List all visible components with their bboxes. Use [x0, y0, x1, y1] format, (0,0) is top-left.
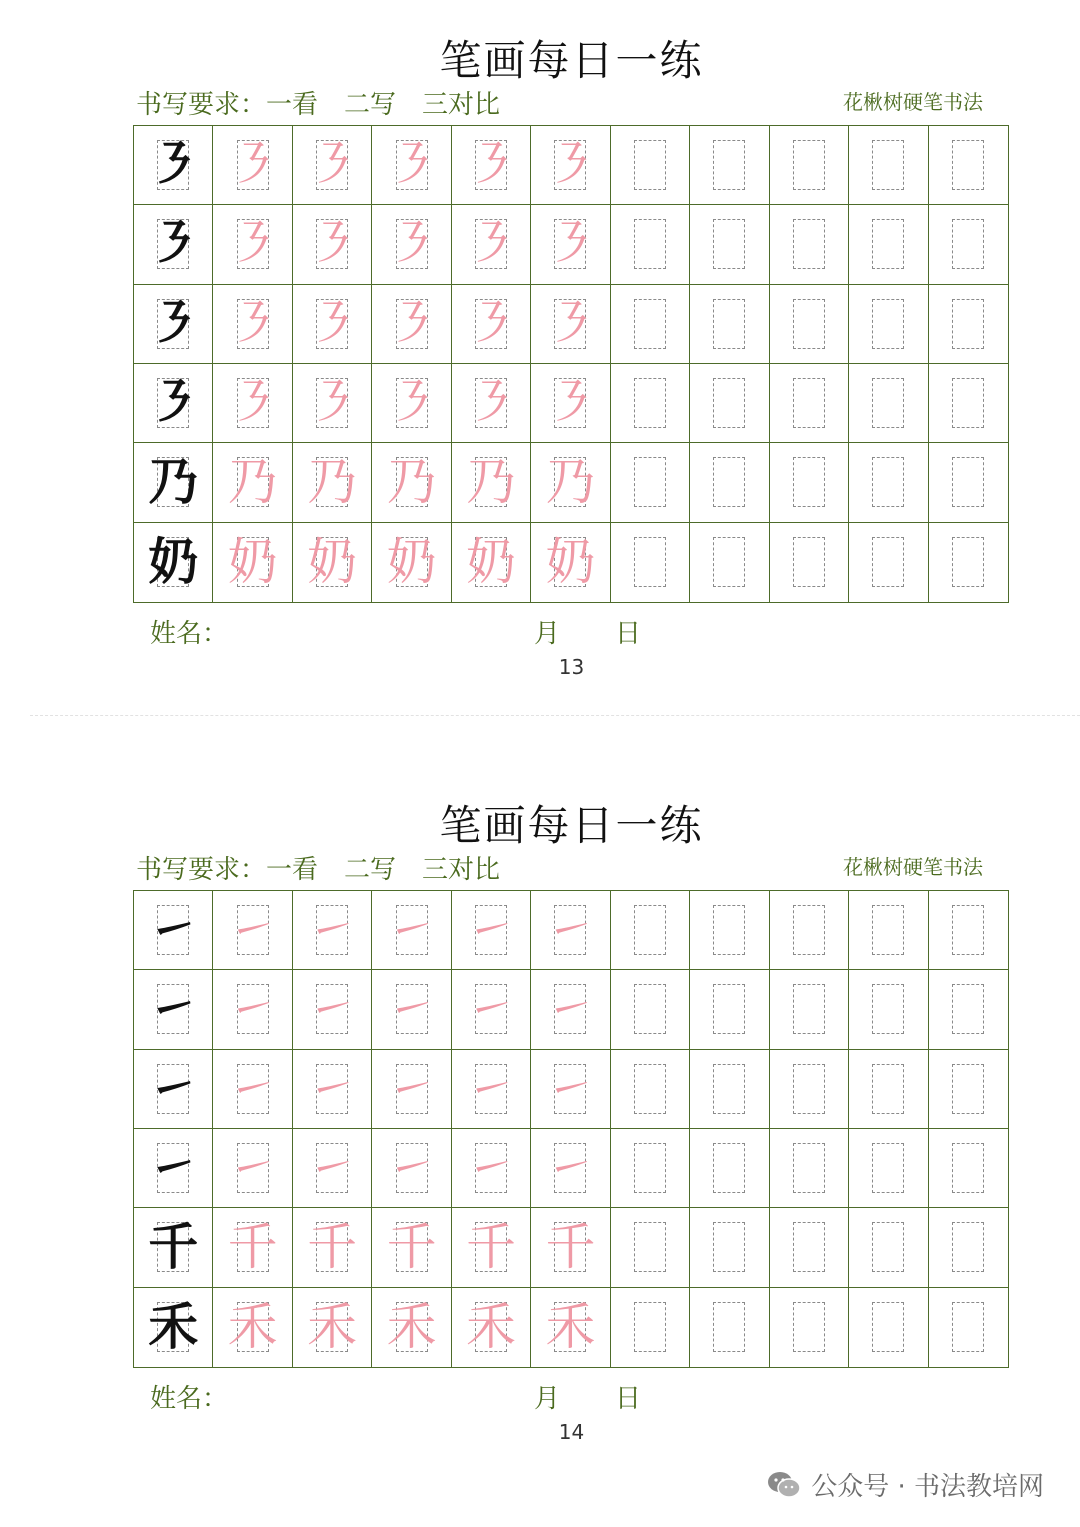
practice-cell	[293, 523, 372, 602]
practice-cell	[531, 891, 610, 970]
practice-cell	[531, 1129, 610, 1208]
dashed-guide-box	[713, 1064, 745, 1114]
practice-cell	[690, 126, 769, 205]
practice-cell	[134, 1050, 213, 1129]
dashed-guide-box	[634, 219, 666, 269]
practice-cell	[372, 126, 451, 205]
practice-cell	[611, 891, 690, 970]
dashed-guide-box	[952, 299, 984, 349]
dashed-guide-box	[793, 457, 825, 507]
trace-character: 奶	[466, 533, 517, 592]
trace-character: 千	[307, 1218, 358, 1277]
dashed-guide-box	[634, 537, 666, 587]
practice-cell	[213, 443, 292, 522]
practice-cell	[531, 443, 610, 522]
name-label: 姓名：	[150, 1384, 229, 1414]
dashed-guide-box	[793, 299, 825, 349]
dashed-guide-box	[952, 378, 984, 428]
practice-cell	[690, 1050, 769, 1129]
dashed-guide-box	[793, 1064, 825, 1114]
dashed-guide-box	[952, 905, 984, 955]
practice-cell	[293, 1288, 372, 1367]
practice-cell	[452, 364, 531, 443]
trace-character: 千	[227, 1218, 278, 1277]
trace-character: ㇋	[545, 294, 596, 353]
month-label: 月	[534, 619, 561, 649]
practice-cell	[929, 1288, 1008, 1367]
dashed-guide-box	[872, 905, 904, 955]
trace-character: ㇋	[545, 136, 596, 195]
practice-cell	[770, 443, 849, 522]
model-character: 奶	[148, 532, 199, 592]
trace-character: ㇀	[307, 1059, 358, 1118]
practice-cell	[849, 443, 928, 522]
practice-cell	[293, 443, 372, 522]
dashed-guide-box	[713, 905, 745, 955]
practice-cell	[611, 1050, 690, 1129]
dashed-guide-box	[634, 140, 666, 190]
practice-cell	[770, 891, 849, 970]
practice-cell	[452, 205, 531, 284]
trace-character: 乃	[466, 453, 517, 512]
practice-cell	[372, 523, 451, 602]
practice-cell	[293, 126, 372, 205]
trace-character: ㇀	[466, 901, 517, 960]
trace-character: ㇀	[545, 901, 596, 960]
practice-cell	[531, 523, 610, 602]
practice-cell	[611, 1129, 690, 1208]
trace-character: 禾	[386, 1298, 437, 1357]
trace-character: 乃	[386, 453, 437, 512]
dashed-guide-box	[793, 378, 825, 428]
practice-cell	[293, 891, 372, 970]
trace-character: ㇀	[307, 901, 358, 960]
practice-cell	[611, 1288, 690, 1367]
trace-character: 禾	[227, 1298, 278, 1357]
trace-character: ㇀	[386, 1139, 437, 1198]
watermark	[767, 1466, 1044, 1503]
trace-character: ㇋	[307, 294, 358, 353]
practice-cell	[452, 443, 531, 522]
dashed-guide-box	[793, 905, 825, 955]
dashed-guide-box	[713, 1222, 745, 1272]
trace-character: 千	[545, 1218, 596, 1277]
dashed-guide-box	[634, 299, 666, 349]
dashed-guide-box	[634, 1064, 666, 1114]
model-character: ㇋	[148, 135, 199, 195]
dashed-guide-box	[634, 457, 666, 507]
trace-character: ㇀	[307, 1139, 358, 1198]
practice-cell	[849, 364, 928, 443]
practice-cell	[293, 285, 372, 364]
practice-cell	[849, 523, 928, 602]
practice-cell	[690, 205, 769, 284]
trace-character: ㇋	[227, 215, 278, 274]
dashed-guide-box	[713, 299, 745, 349]
trace-character: 千	[466, 1218, 517, 1277]
practice-cell	[213, 1208, 292, 1287]
practice-cell	[213, 1129, 292, 1208]
practice-cell	[690, 970, 769, 1049]
dashed-guide-box	[952, 537, 984, 587]
dashed-guide-box	[872, 984, 904, 1034]
practice-cell	[929, 126, 1008, 205]
practice-cell	[213, 523, 292, 602]
dashed-guide-box	[713, 457, 745, 507]
dashed-guide-box	[872, 299, 904, 349]
practice-cell	[134, 364, 213, 443]
practice-cell	[213, 970, 292, 1049]
trace-character: 乃	[307, 453, 358, 512]
practice-cell	[293, 205, 372, 284]
dashed-guide-box	[634, 1302, 666, 1352]
practice-cell	[452, 1050, 531, 1129]
practice-cell	[849, 891, 928, 970]
practice-cell	[929, 1129, 1008, 1208]
practice-cell	[770, 1208, 849, 1287]
page-number: 13	[558, 655, 585, 679]
practice-cell	[372, 205, 451, 284]
trace-character: ㇋	[466, 136, 517, 195]
practice-cell	[690, 443, 769, 522]
dashed-guide-box	[713, 378, 745, 428]
practice-cell	[213, 285, 292, 364]
practice-cell	[929, 285, 1008, 364]
practice-cell	[849, 1208, 928, 1287]
dashed-guide-box	[634, 378, 666, 428]
trace-character: ㇀	[227, 980, 278, 1039]
trace-character: ㇀	[386, 901, 437, 960]
name-label: 姓名：	[150, 619, 229, 649]
practice-cell	[213, 1050, 292, 1129]
practice-cell	[134, 126, 213, 205]
trace-character: ㇀	[466, 980, 517, 1039]
dashed-guide-box	[872, 219, 904, 269]
dashed-guide-box	[872, 378, 904, 428]
practice-cell	[293, 364, 372, 443]
dashed-guide-box	[872, 1222, 904, 1272]
brand-label: 花楸树硬笔书法	[843, 855, 983, 879]
practice-cell	[770, 1129, 849, 1208]
practice-cell	[929, 1208, 1008, 1287]
practice-cell	[690, 285, 769, 364]
trace-character: ㇋	[227, 136, 278, 195]
dashed-guide-box	[793, 140, 825, 190]
practice-grid	[133, 890, 1009, 1368]
trace-character: 奶	[307, 533, 358, 592]
model-character: ㇋	[148, 293, 199, 353]
practice-cell	[134, 523, 213, 602]
practice-cell	[372, 1050, 451, 1129]
practice-cell	[213, 205, 292, 284]
practice-grid	[133, 125, 1009, 603]
dashed-guide-box	[713, 1302, 745, 1352]
dashed-guide-box	[713, 537, 745, 587]
trace-character: 奶	[227, 533, 278, 592]
dashed-guide-box	[634, 1143, 666, 1193]
trace-character: ㇀	[545, 980, 596, 1039]
dashed-guide-box	[952, 1064, 984, 1114]
practice-cell	[531, 205, 610, 284]
month-label: 月	[534, 1384, 561, 1414]
page-number: 14	[558, 1420, 585, 1444]
trace-character: ㇋	[466, 374, 517, 433]
trace-character: ㇋	[466, 294, 517, 353]
trace-character: 千	[386, 1218, 437, 1277]
trace-character: 乃	[545, 453, 596, 512]
practice-cell	[690, 523, 769, 602]
practice-cell	[849, 1050, 928, 1129]
dashed-guide-box	[713, 219, 745, 269]
trace-character: 奶	[545, 533, 596, 592]
practice-cell	[849, 1129, 928, 1208]
dashed-guide-box	[713, 1143, 745, 1193]
trace-character: ㇀	[386, 1059, 437, 1118]
practice-cell	[134, 1129, 213, 1208]
practice-cell	[293, 1208, 372, 1287]
practice-cell	[690, 1208, 769, 1287]
practice-cell	[929, 1050, 1008, 1129]
practice-cell	[611, 285, 690, 364]
practice-cell	[372, 1288, 451, 1367]
trace-character: ㇀	[227, 901, 278, 960]
model-character: 乃	[148, 452, 199, 512]
brand-label: 花楸树硬笔书法	[843, 90, 983, 114]
practice-cell	[770, 285, 849, 364]
dashed-guide-box	[793, 1222, 825, 1272]
practice-cell	[770, 364, 849, 443]
practice-cell	[452, 970, 531, 1049]
practice-cell	[213, 1288, 292, 1367]
trace-character: ㇋	[545, 215, 596, 274]
practice-cell	[849, 1288, 928, 1367]
practice-cell	[690, 364, 769, 443]
dashed-guide-box	[872, 1143, 904, 1193]
practice-cell	[929, 443, 1008, 522]
practice-cell	[611, 364, 690, 443]
practice-cell	[929, 523, 1008, 602]
practice-cell	[134, 205, 213, 284]
writing-requirement: 书写要求：一看 二写 三对比	[136, 855, 501, 885]
practice-cell	[611, 126, 690, 205]
dashed-guide-box	[952, 140, 984, 190]
practice-cell	[372, 285, 451, 364]
practice-cell	[452, 1288, 531, 1367]
practice-cell	[611, 1208, 690, 1287]
trace-character: ㇀	[227, 1139, 278, 1198]
trace-character: 禾	[466, 1298, 517, 1357]
practice-cell	[611, 443, 690, 522]
practice-cell	[452, 126, 531, 205]
model-character: ㇋	[148, 214, 199, 274]
trace-character: ㇋	[466, 215, 517, 274]
practice-cell	[372, 891, 451, 970]
practice-cell	[611, 523, 690, 602]
practice-cell	[452, 523, 531, 602]
sheet-title: 笔画每日一练	[439, 36, 704, 85]
practice-cell	[531, 1208, 610, 1287]
practice-cell	[134, 285, 213, 364]
trace-character: ㇋	[545, 374, 596, 433]
trace-character: ㇀	[545, 1139, 596, 1198]
practice-cell	[452, 891, 531, 970]
model-character: ㇋	[148, 373, 199, 433]
practice-cell	[770, 205, 849, 284]
practice-cell	[690, 891, 769, 970]
trace-character: ㇋	[386, 374, 437, 433]
practice-cell	[372, 443, 451, 522]
dashed-guide-box	[793, 1143, 825, 1193]
practice-cell	[293, 1050, 372, 1129]
practice-cell	[213, 364, 292, 443]
trace-character: ㇀	[545, 1059, 596, 1118]
practice-cell	[452, 1208, 531, 1287]
model-character: ㇀	[148, 979, 199, 1039]
writing-requirement: 书写要求：一看 二写 三对比	[136, 90, 501, 120]
dashed-guide-box	[634, 984, 666, 1034]
practice-cell	[134, 443, 213, 522]
model-character: 千	[148, 1217, 199, 1277]
practice-cell	[770, 1050, 849, 1129]
trace-character: 禾	[307, 1298, 358, 1357]
dashed-guide-box	[634, 1222, 666, 1272]
practice-cell	[213, 891, 292, 970]
practice-cell	[372, 1208, 451, 1287]
trace-character: 禾	[545, 1298, 596, 1357]
page-divider	[30, 715, 1080, 716]
practice-cell	[611, 970, 690, 1049]
practice-sheet-14	[0, 765, 1080, 1465]
practice-cell	[452, 1129, 531, 1208]
model-character: ㇀	[148, 1058, 199, 1118]
practice-cell	[531, 1050, 610, 1129]
practice-cell	[531, 285, 610, 364]
practice-sheet-13	[0, 0, 1080, 700]
dashed-guide-box	[872, 537, 904, 587]
watermark-text: 公众号 · 书法教培网	[811, 1472, 1044, 1502]
practice-cell	[134, 891, 213, 970]
practice-cell	[849, 970, 928, 1049]
trace-character: ㇋	[386, 215, 437, 274]
practice-cell	[770, 523, 849, 602]
model-character: 禾	[148, 1297, 199, 1357]
practice-cell	[849, 205, 928, 284]
practice-cell	[611, 205, 690, 284]
dashed-guide-box	[952, 219, 984, 269]
practice-cell	[531, 126, 610, 205]
trace-character: ㇋	[307, 374, 358, 433]
practice-cell	[372, 970, 451, 1049]
day-label: 日	[615, 619, 642, 649]
practice-cell	[929, 205, 1008, 284]
practice-cell	[372, 1129, 451, 1208]
dashed-guide-box	[952, 1143, 984, 1193]
dashed-guide-box	[952, 1222, 984, 1272]
practice-cell	[531, 1288, 610, 1367]
trace-character: ㇀	[466, 1139, 517, 1198]
practice-cell	[770, 1288, 849, 1367]
trace-character: ㇋	[386, 136, 437, 195]
practice-cell	[929, 970, 1008, 1049]
practice-cell	[452, 285, 531, 364]
trace-character: ㇋	[307, 136, 358, 195]
dashed-guide-box	[872, 1302, 904, 1352]
dashed-guide-box	[793, 1302, 825, 1352]
practice-cell	[134, 970, 213, 1049]
sheet-title: 笔画每日一练	[439, 801, 704, 850]
practice-cell	[849, 285, 928, 364]
dashed-guide-box	[634, 905, 666, 955]
dashed-guide-box	[872, 457, 904, 507]
trace-character: ㇋	[227, 294, 278, 353]
trace-character: ㇋	[227, 374, 278, 433]
dashed-guide-box	[952, 457, 984, 507]
dashed-guide-box	[952, 1302, 984, 1352]
dashed-guide-box	[713, 140, 745, 190]
wechat-icon	[767, 1470, 801, 1500]
practice-cell	[531, 970, 610, 1049]
trace-character: ㇋	[307, 215, 358, 274]
dashed-guide-box	[793, 537, 825, 587]
model-character: ㇀	[148, 1138, 199, 1198]
trace-character: 乃	[227, 453, 278, 512]
trace-character: ㇀	[466, 1059, 517, 1118]
day-label: 日	[615, 1384, 642, 1414]
trace-character: ㇀	[386, 980, 437, 1039]
practice-cell	[849, 126, 928, 205]
practice-cell	[929, 364, 1008, 443]
trace-character: 奶	[386, 533, 437, 592]
practice-cell	[293, 1129, 372, 1208]
practice-cell	[372, 364, 451, 443]
model-character: ㇀	[148, 900, 199, 960]
trace-character: ㇀	[227, 1059, 278, 1118]
dashed-guide-box	[872, 140, 904, 190]
practice-cell	[531, 364, 610, 443]
practice-cell	[770, 970, 849, 1049]
practice-cell	[770, 126, 849, 205]
dashed-guide-box	[793, 984, 825, 1034]
dashed-guide-box	[793, 219, 825, 269]
practice-cell	[134, 1208, 213, 1287]
practice-cell	[690, 1129, 769, 1208]
trace-character: ㇀	[307, 980, 358, 1039]
trace-character: ㇋	[386, 294, 437, 353]
practice-cell	[293, 970, 372, 1049]
practice-cell	[690, 1288, 769, 1367]
practice-cell	[929, 891, 1008, 970]
practice-cell	[213, 126, 292, 205]
practice-cell	[134, 1288, 213, 1367]
dashed-guide-box	[713, 984, 745, 1034]
dashed-guide-box	[952, 984, 984, 1034]
dashed-guide-box	[872, 1064, 904, 1114]
